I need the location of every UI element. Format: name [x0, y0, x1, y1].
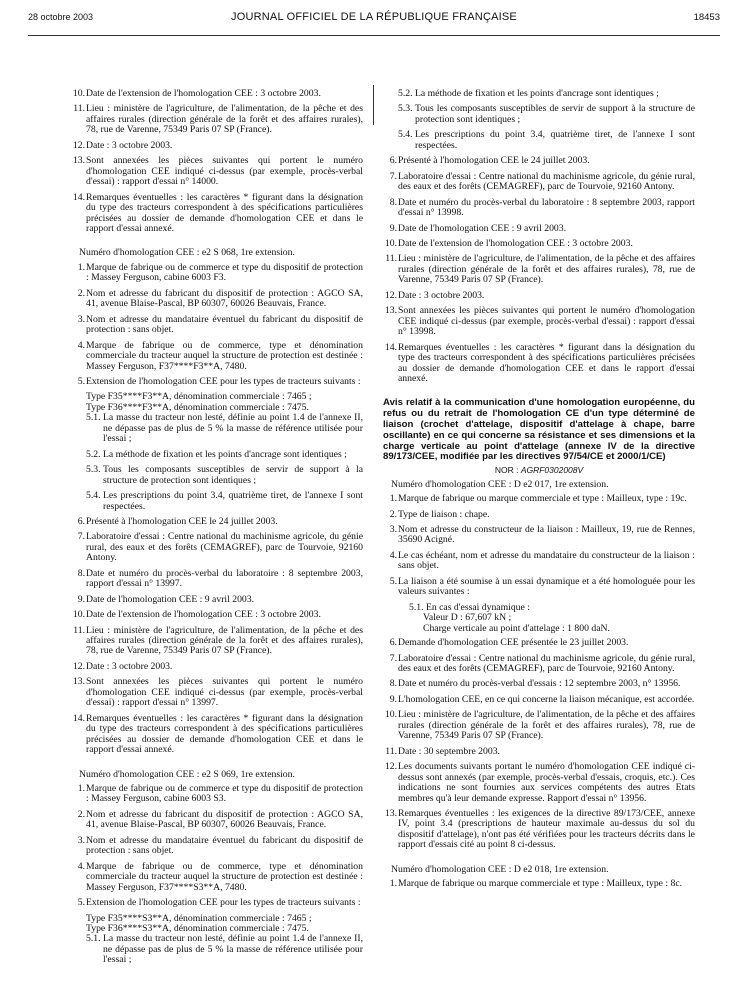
item-text: Nom et adresse du fabricant du dispositif de protection : AGCO SA, 41, avenue Blaise-Pascal, BP 60307, 60026 Beauvais, France.: [86, 287, 363, 310]
item-number: 10.: [72, 609, 85, 621]
list-item: [383, 343, 695, 385]
list-item: [383, 224, 695, 234]
list-item: [383, 525, 695, 546]
list-item: [71, 677, 363, 708]
item-number: 1.: [77, 261, 85, 273]
item-text: Tous les composants susceptibles de servir de support à la structure de protection sont identiques ;: [103, 464, 363, 486]
left-list-b: [71, 263, 363, 388]
item-number: 5.2.: [398, 88, 413, 99]
list-item: [71, 377, 363, 387]
right-column: [383, 89, 695, 895]
item-text: Remarques éventuelles : les caractères * figurant dans la désignation du type des tracteurs correspondent à des spécifications particulières précisées au dossier de demande d'homologation CEE et dans le rapport d'essai annexé.: [86, 191, 363, 234]
item-number: 1.: [389, 493, 397, 505]
list-item: [71, 89, 363, 99]
item-text: Présenté à l'homologation CEE le 24 juillet 2003.: [86, 515, 278, 527]
item-number: 14.: [384, 341, 397, 353]
item-text: Date et numéro du procès-verbal du laboratoire : 8 septembre 2003, rapport d'essai n° 13997.: [86, 567, 363, 590]
homologation-number-d017: Numéro d'homologation CEE : D e2 017, 1re extension.: [391, 478, 609, 490]
item-number: 12.: [384, 761, 397, 773]
list-item: [71, 193, 363, 235]
list-item: [383, 254, 695, 285]
item-number: 1.: [389, 878, 397, 890]
list-item: [71, 662, 363, 672]
list-item: [383, 747, 695, 757]
list-item: [71, 263, 363, 284]
header-rule: [28, 35, 720, 36]
left-list-c: [71, 517, 363, 756]
item-number: 6.: [77, 515, 85, 527]
item-text: Marque de fabrique ou de commerce, type et dénomination commerciale du tracteur auquel la structure de protection est destinée : Massey Ferguson, F37****S3**A, 7480.: [86, 860, 363, 893]
list-item: [383, 172, 695, 193]
item-number: 8.: [389, 678, 397, 690]
item-number: 7.: [77, 531, 85, 543]
notice-title: Avis relatif à la communication d'une homologation européenne, du refus ou du retrait de l'homologation CE d'un type déterminé de liaison (crochet d'attelage, dispositif d'attelage à chape, barre oscillante) en ce qui concerne sa résistance et ses dimensions et la charge verticale au point d'attelage (annexe IV de la directive 89/173/CEE, modifiée par les directives 97/54/CE et 2000/1/CE): [383, 397, 695, 463]
item-text: Lieu : ministère de l'agriculture, de l'alimentation, de la pêche et des affaires rurales (direction générale de la forêt et des affaires rurales), 78, rue de Varenne, 75349 Paris 07 SP (France).: [398, 709, 695, 742]
sub-item: [71, 491, 363, 512]
item-number: 4.: [389, 549, 397, 561]
item-text: Date de l'homologation CEE : 9 avril 2003.: [86, 593, 255, 605]
item-number: 6.: [389, 155, 397, 167]
item-text: Date : 30 septembre 2003.: [398, 745, 500, 757]
item-text: Lieu : ministère de l'agriculture, de l'alimentation, de la pêche et des affaires rurales (direction générale de la forêt et des affaires rurales), 78, rue de Varenne, 75349 Paris 07 SP (France).: [398, 253, 695, 286]
item-text: Les prescriptions du point 3.4, quatrième tiret, de l'annexe I sont respectées.: [415, 129, 695, 151]
item-text: Sont annexées les pièces suivantes qui portent le numéro d'homologation CEE indiqué ci-dessus (par exemple, procès-verbal d'essai) : rapport d'essai n° 14000.: [86, 155, 363, 188]
item-number: 7.: [389, 170, 397, 182]
item-text: La méthode de fixation et les points d'ancrage sont identiques ;: [415, 88, 659, 99]
list-item: [71, 156, 363, 187]
item-text: Les prescriptions du point 3.4, quatrième tiret, de l'annexe I sont respectées.: [103, 490, 363, 512]
item-text: L'homologation CEE, en ce qui concerne la liaison mécanique, est accordée.: [398, 693, 695, 705]
list-item: [383, 494, 695, 504]
item-text: Marque de fabrique ou de commerce et type du dispositif de protection : Massey Ferguson, cabine 6003 S3.: [86, 783, 363, 805]
list-item: [383, 679, 695, 689]
item-text: Sont annexées les pièces suivantes qui portent le numéro d'homologation CEE indiqué ci-dessus (par exemple, procès-verbal d'essai) : rapport d'essai n° 13998.: [398, 305, 695, 338]
item-number: 8.: [77, 567, 85, 579]
page-number: 18453: [693, 12, 720, 23]
item-text: Date et numéro du procès-verbal du laboratoire : 8 septembre 2003, rapport d'essai n° 13998.: [398, 196, 695, 219]
list-item: [383, 654, 695, 675]
list-item: [383, 809, 695, 851]
right-list-b: [383, 494, 695, 598]
item-number: 3.: [389, 524, 397, 536]
item-number: 4.: [77, 860, 85, 872]
right-list-c: [383, 638, 695, 851]
sub-item: [71, 934, 363, 965]
right-list-a: [383, 156, 695, 384]
list-item: [71, 862, 363, 893]
nor-code: AGRF0302008V: [520, 465, 584, 476]
list-item: [71, 569, 363, 590]
right-list-d: [383, 879, 695, 889]
sub-item: [71, 450, 363, 460]
item-number: 5.3.: [398, 103, 413, 115]
item-text: Extension de l'homologation CEE pour les types de tracteurs suivants :: [86, 375, 361, 387]
homologation-number-s068: Numéro d'homologation CEE : e2 S 068, 1re extension.: [79, 247, 295, 259]
item-text: Marque de fabrique ou marque commerciale et type : Mailleux, type : 19c.: [398, 493, 687, 505]
list-item: [383, 198, 695, 219]
sub-item: [383, 89, 695, 99]
list-item: [383, 291, 695, 301]
item-text: La liaison a été soumise à un essai dynamique et a été homologuée pour les valeurs suivantes :: [398, 575, 695, 598]
item-text: Remarques éventuelles : les caractères * figurant dans la désignation du type des tracteurs correspondent à des spécifications particulières précisées au dossier de demande d'homologation CEE et dans le rapport d'essai annexé.: [86, 712, 363, 756]
item-text: Lieu : ministère de l'agriculture, de l'alimentation, de la pêche et des affaires rurales (direction générale de la forêt et des affaires rurales), 78, rue de Varenne, 75349 Paris 07 SP (France).: [86, 103, 363, 136]
column-divider: [373, 85, 374, 125]
item-number: 5.1.: [86, 412, 101, 424]
item-number: 5.4.: [398, 129, 413, 141]
item-text: La masse du tracteur non lesté, définie au point 1.4 de l'annexe II, ne dépasse pas de plus de 5 % la masse de référence utilisée pour l'essai ;: [103, 933, 363, 966]
list-item: [71, 626, 363, 657]
item-text: Tous les composants susceptibles de servir de support à la structure de protection sont identiques ;: [415, 103, 695, 125]
item-number: 6.: [389, 637, 397, 649]
homologation-number-d018: Numéro d'homologation CEE : D e2 018, 1re extension.: [391, 863, 609, 875]
list-item: [383, 762, 695, 804]
list-item: [71, 810, 363, 831]
left-subs-1: [71, 413, 363, 512]
item-text: Date : 3 octobre 2003.: [398, 289, 485, 301]
item-text: Laboratoire d'essai : Centre national du machinisme agricole, du génie rural, des eaux et des forêts (CEMAGREF), parc de Tourvoie, 92160 Antony.: [398, 170, 695, 193]
left-column: [71, 89, 363, 971]
list-item: [71, 289, 363, 310]
list-item: [71, 315, 363, 336]
item-number: 12.: [384, 289, 397, 301]
journal-title: JOURNAL OFFICIEL DE LA RÉPUBLIQUE FRANÇAISE: [231, 11, 517, 23]
header-date: 28 octobre 2003: [28, 12, 94, 22]
item-number: 10.: [384, 237, 397, 249]
right-subs: [383, 89, 695, 151]
item-text: Présenté à l'homologation CEE le 24 juillet 2003.: [398, 155, 590, 167]
item-number: 12.: [72, 660, 85, 672]
item-text: Remarques éventuelles : les exigences de la directive 89/173/CEE, annexe IV, point 3.4 (prescriptions de hauteur maximale au-dessus du sol du dispositif d'attelage), n'ont pas été vérifiées pour les tracteurs décrits dans le rapport d'essais cité au point 8 ci-dessus.: [398, 807, 695, 851]
dynamic-test-values: [383, 613, 695, 634]
nor-reference: [383, 465, 695, 475]
item-text: Remarques éventuelles : les caractères * figurant dans la désignation du type des tracteurs correspondent à des spécifications particulières précisées au dossier de demande d'homologation CEE et dans le rapport d'essai annexé.: [398, 341, 695, 384]
tractor-type-line: Type F36****S3**A, dénomination commerciale : 7475.: [86, 923, 309, 934]
left-types-2: [71, 914, 363, 935]
test-value-line: Charge verticale au point d'attelage : 1 800 daN.: [423, 622, 610, 634]
sub-item: [383, 104, 695, 125]
item-text: Les documents suivants portant le numéro d'homologation CEE indiqué ci-dessus sont annexés (par exemple, procès-verbal d'essais, croquis, etc.). Ces indications ne sont fournies aux services compétents des autres Etats membres qu'à leur demande expresse. Rapport d'essai n° 13956.: [398, 761, 695, 804]
item-number: 5.1.: [86, 933, 101, 945]
list-item: [71, 104, 363, 135]
item-number: 5.2.: [86, 448, 101, 460]
item-number: 12.: [72, 139, 85, 151]
list-item: [383, 510, 695, 520]
item-number: 13.: [72, 676, 85, 688]
tractor-type-line: Type F35****S3**A, dénomination commerciale : 7465 ;: [86, 912, 312, 924]
item-number: 8.: [389, 196, 397, 208]
item-number: 13.: [72, 155, 85, 167]
list-item: [383, 710, 695, 741]
item-text: Laboratoire d'essai : Centre national du machinisme agricole, du génie rural, des eaux et des forêts (CEMAGREF), parc de Tourvoie, 92160 Antony.: [398, 652, 695, 674]
item-number: 1.: [77, 783, 85, 795]
item-text: Le cas échéant, nom et adresse du mandataire du constructeur de la liaison : sans objet.: [398, 549, 695, 572]
list-item: [71, 610, 363, 620]
item-text: Marque de fabrique ou marque commerciale et type : Mailleux, type : 8c.: [398, 878, 683, 890]
item-text: Type de liaison : chape.: [398, 508, 490, 520]
nor-label: NOR :: [494, 465, 519, 476]
item-number: 9.: [389, 222, 397, 234]
item-text: Nom et adresse du fabricant du dispositif de protection : AGCO SA, 41, avenue Blaise-Pascal, BP 60307, 60026 Beauvais, France.: [86, 808, 363, 831]
item-number: 10.: [72, 88, 85, 99]
list-item: [383, 695, 695, 705]
item-text: La masse du tracteur non lesté, définie au point 1.4 de l'annexe II, ne dépasse pas de plus de 5 % la masse de référence utilisée pour l'essai ;: [103, 412, 363, 445]
item-number: 5.: [77, 897, 85, 909]
list-item: [71, 595, 363, 605]
item-number: 5.: [77, 375, 85, 387]
item-number: 13.: [384, 305, 397, 317]
list-item: [383, 638, 695, 648]
page-header: [28, 12, 720, 30]
sub-item: [383, 130, 695, 151]
item-text: Sont annexées les pièces suivantes qui portent le numéro d'homologation CEE indiqué ci-dessus (par exemple, procès-verbal d'essai) : rapport d'essai n° 13997.: [86, 676, 363, 709]
item-text: Nom et adresse du mandataire éventuel du fabricant du dispositif de protection : sans objet.: [86, 313, 363, 336]
item-text: Demande d'homologation CEE présentée le 23 juillet 2003.: [398, 637, 629, 649]
item-number: 5.: [389, 575, 397, 587]
list-item: [383, 239, 695, 249]
item-number: 5.3.: [86, 464, 101, 476]
sub-item: [71, 413, 363, 444]
item-number: 3.: [77, 834, 85, 846]
list-item: [71, 784, 363, 805]
dynamic-test-heading: 5.1. En cas d'essai dynamique :: [409, 601, 530, 613]
item-text: Date de l'extension de l'homologation CEE : 3 octobre 2003.: [86, 609, 321, 621]
item-text: Date : 3 octobre 2003.: [86, 660, 173, 672]
left-list-a: [71, 89, 363, 234]
list-item: [71, 341, 363, 372]
list-item: [383, 156, 695, 166]
item-number: 14.: [72, 191, 85, 203]
item-text: Date : 3 octobre 2003.: [86, 139, 173, 151]
tractor-type-line: Type F35****F3**A, dénomination commerciale : 7465 ;: [86, 391, 312, 403]
item-number: 7.: [389, 652, 397, 664]
list-item: [383, 551, 695, 572]
item-number: 13.: [384, 807, 397, 819]
list-item: [71, 836, 363, 857]
item-number: 14.: [72, 712, 85, 724]
item-number: 9.: [389, 693, 397, 705]
item-text: Date de l'extension de l'homologation CEE : 3 octobre 2003.: [86, 88, 321, 99]
item-number: 2.: [77, 287, 85, 299]
item-number: 2.: [389, 508, 397, 520]
list-item: [383, 879, 695, 889]
item-text: Nom et adresse du mandataire éventuel du fabricant du dispositif de protection : sans objet.: [86, 834, 363, 857]
item-number: 11.: [385, 745, 397, 757]
item-text: Date de l'extension de l'homologation CEE : 3 octobre 2003.: [398, 237, 633, 249]
item-text: La méthode de fixation et les points d'ancrage sont identiques ;: [103, 448, 347, 460]
item-text: Date et numéro du procès-verbal d'essais : 12 septembre 2003, n° 13956.: [398, 678, 681, 690]
item-text: Marque de fabrique ou de commerce, type et dénomination commerciale du tracteur auquel la structure de protection est destinée : Massey Ferguson, F37****F3**A, 7480.: [86, 339, 363, 372]
item-number: 2.: [77, 808, 85, 820]
item-number: 4.: [77, 339, 85, 351]
list-item: [71, 714, 363, 756]
homologation-number-s069: Numéro d'homologation CEE : e2 S 069, 1re extension.: [79, 768, 295, 780]
item-number: 5.4.: [86, 490, 101, 502]
item-number: 11.: [73, 624, 85, 636]
item-number: 9.: [77, 593, 85, 605]
item-number: 11.: [73, 103, 85, 115]
left-types-1: [71, 392, 363, 413]
item-number: 10.: [384, 709, 397, 721]
item-text: Laboratoire d'essai : Centre national du machinisme agricole, du génie rural, des eaux et des forêts (CEMAGREF), parc de Tourvoie, 92160 Antony.: [86, 531, 363, 564]
list-item: [71, 898, 363, 908]
item-text: Extension de l'homologation CEE pour les types de tracteurs suivants :: [86, 897, 361, 909]
item-text: Nom et adresse du constructeur de la liaison : Mailleux, 19, rue de Rennes, 35690 Acigné.: [398, 524, 695, 546]
item-text: Date de l'homologation CEE : 9 avril 2003.: [398, 222, 567, 234]
list-item: [383, 577, 695, 598]
list-item: [383, 306, 695, 337]
test-value-line: Valeur D : 67,607 kN ;: [423, 612, 512, 624]
tractor-type-line: Type F36****F3**A, dénomination commerciale : 7475.: [86, 401, 309, 413]
item-number: 3.: [77, 313, 85, 325]
item-text: Lieu : ministère de l'agriculture, de l'alimentation, de la pêche et des affaires rurales (direction générale de la forêt et des affaires rurales), 78, rue de Varenne, 75349 Paris 07 SP (France).: [86, 624, 363, 657]
item-number: 11.: [385, 253, 397, 265]
item-text: Marque de fabrique ou de commerce et type du dispositif de protection : Massey Ferguson, cabine 6003 F3.: [86, 261, 363, 284]
list-item: [71, 141, 363, 151]
left-list-d: [71, 784, 363, 909]
left-subs-2: [71, 934, 363, 965]
list-item: [71, 517, 363, 527]
list-item: [71, 532, 363, 563]
sub-item: [71, 465, 363, 486]
